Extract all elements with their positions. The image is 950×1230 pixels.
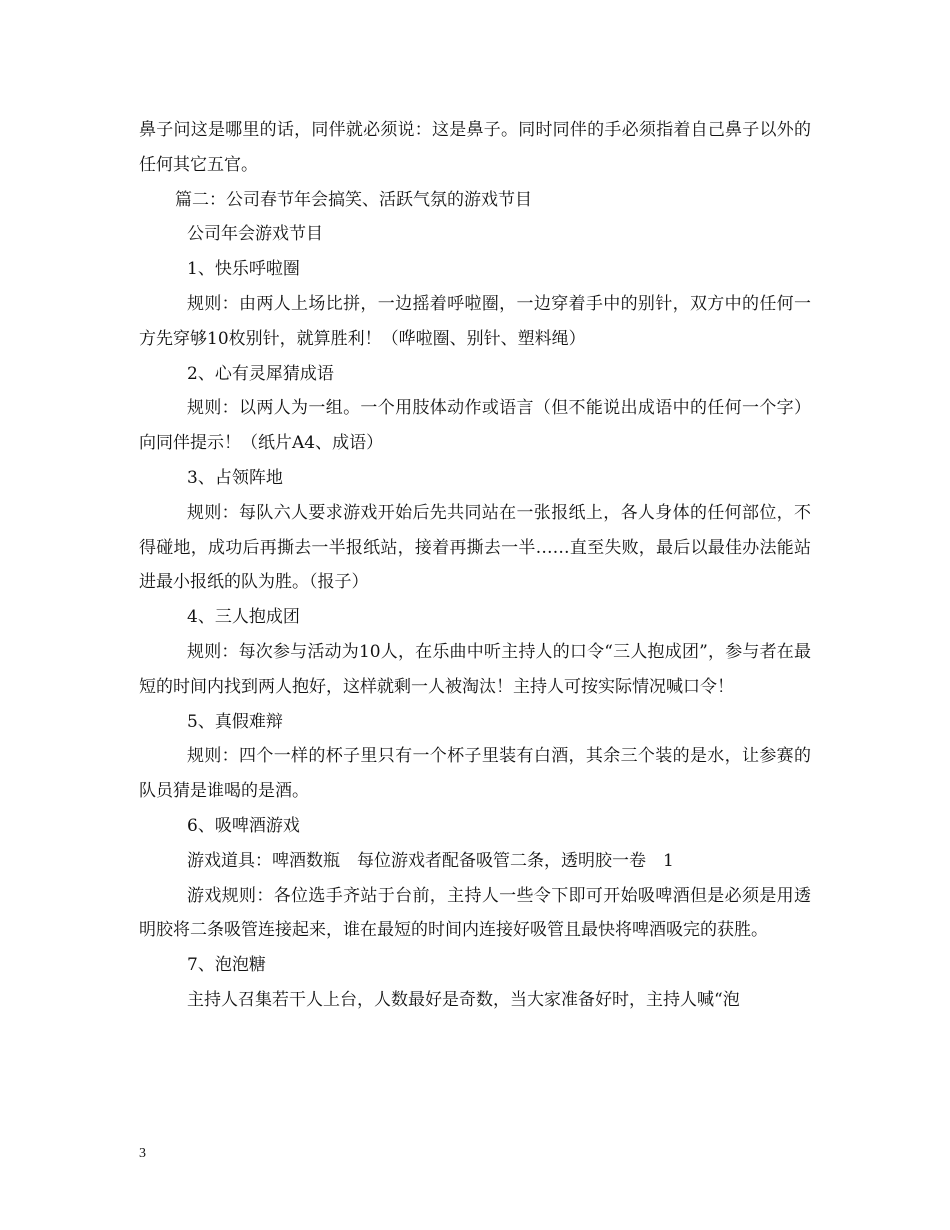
paragraph: 规则：以两人为一组。一个用肢体动作或语言（但不能说出成语中的任何一个字）向同伴提示！（纸片A4、成语）	[139, 398, 811, 454]
paragraph: 鼻子问这是哪里的话，同伴就必须说：这是鼻子。同时同伴的手必须指着自己鼻子以外的任何其它五官。	[139, 120, 811, 175]
paragraph: 2、心有灵犀猜成语	[187, 363, 334, 384]
paragraph: 4、三人抱成团	[187, 607, 300, 628]
document-body	[139, 113, 811, 1018]
paragraph: 规则：四个一样的杯子里只有一个杯子里装有白酒，其余三个装的是水，让参赛的队员猜是谁喝的是酒。	[139, 746, 811, 802]
paragraph: 6、吸啤酒游戏	[187, 815, 300, 836]
paragraph: 1、快乐呼啦圈	[187, 259, 300, 280]
paragraph: 3、占领阵地	[187, 467, 283, 488]
page-number: 3	[139, 1146, 146, 1161]
paragraph: 7、泡泡糖	[187, 955, 266, 976]
paragraph: 公司年会游戏节目	[187, 224, 323, 245]
paragraph: 规则：每队六人要求游戏开始后先共同站在一张报纸上，各人身体的任何部位，不得碰地，成功后再撕去一半报纸站，接着再撕去一半……直至失败，最后以最佳办法能站进最小报纸的队为胜。（报子）	[139, 502, 811, 593]
paragraph: 篇二：公司春节年会搞笑、活跃气氛的游戏节目	[175, 189, 532, 210]
paragraph: 主持人召集若干人上台，人数最好是奇数，当大家准备好时，主持人喊“泡	[187, 989, 740, 1010]
paragraph: 游戏规则：各位选手齐站于台前，主持人一些令下即可开始吸啤酒但是必须是用透明胶将二条吸管连接起来，谁在最短的时间内连接好吸管且最快将啤酒吸完的获胜。	[139, 885, 811, 941]
paragraph: 规则：每次参与活动为10人，在乐曲中听主持人的口令“三人抱成团”，参与者在最短的时间内找到两人抱好，这样就剩一人被淘汰！主持人可按实际情况喊口令！	[139, 641, 811, 697]
paragraph: 5、真假难辩	[187, 711, 283, 732]
paragraph: 规则：由两人上场比拼，一边摇着呼啦圈，一边穿着手中的别针，双方中的任何一方先穿够10枚别针，就算胜利！（哗啦圈、别针、塑料绳）	[139, 293, 811, 349]
paragraph: 游戏道具：啤酒数瓶 每位游戏者配备吸管二条，透明胶一卷 1	[187, 850, 674, 871]
